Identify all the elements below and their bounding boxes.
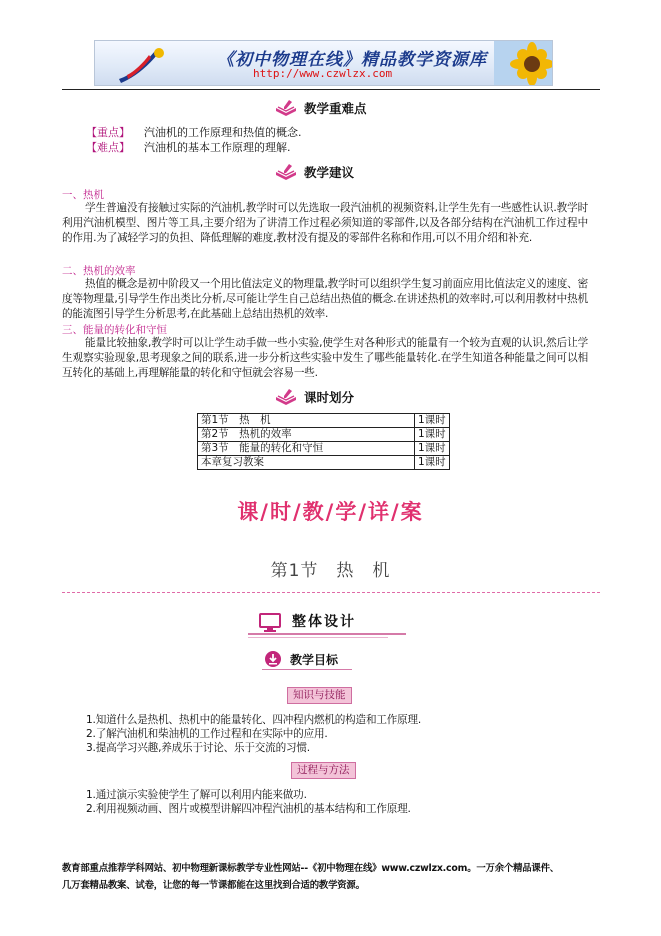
header-divider [62,89,600,90]
difficulty-heading [274,98,367,118]
suggestion-title: 教学建议 [304,165,355,180]
book-pen-icon [274,163,298,181]
dashed-divider [62,592,600,593]
heading-underline [248,637,388,638]
suggestion-heading [274,162,354,182]
suggestion-paragraph: 学生普遍没有接触过实际的汽油机,教学时可以先选取一段汽油机的视频资料,让学生先有一些感性认识.教学时利用汽油机模型、图片等工具,主要介绍为了讲清工作过程必须知道的零部件,以及各部分结构在汽油机工作过程中的作用.为了减轻学习的负担、降低理解的难度,教材没有提及的零部件名称和作用,可以不用介绍和补充. [62,202,588,245]
schedule-heading [274,387,354,407]
hours-cell: 1课时 [415,442,450,456]
lesson-cell: 第1节 热 机 [198,414,415,428]
heading-underline [248,633,406,635]
book-pen-icon [274,99,298,117]
key-point-text: 汽油机的工作原理和热值的概念. [144,126,302,139]
list-item: 3.提高学习兴趣,养成乐于讨论、乐于交流的习惯. [86,742,310,754]
difficult-point-text: 汽油机的基本工作原理的理解. [144,141,291,154]
lesson-cell: 第3节 能量的转化和守恒 [198,442,415,456]
list-item: 2.利用视频动画、图片或模型讲解四冲程汽油机的基本结构和工作原理. [86,803,411,815]
key-point-row [86,124,302,140]
heading-underline [262,669,352,670]
table-row [198,456,450,470]
table-row [198,414,450,428]
list-item: 1.通过演示实验使学生了解可以利用内能来做功. [86,789,307,801]
suggestion-subheading: 一、热机 [62,189,104,201]
suggestion-subheading: 二、热机的效率 [62,265,136,277]
list-item: 1.知道什么是热机、热机中的能量转化、四冲程内燃机的构造和工作原理. [86,714,422,726]
difficulty-title: 教学重难点 [304,101,367,116]
footer-note [62,860,602,894]
teaching-goals-title: 教学目标 [290,653,339,667]
overall-design-heading [248,610,408,636]
download-circle-icon [264,650,282,668]
lesson-title: 第1节 热 机 [270,561,391,581]
list-item: 2.了解汽油机和柴油机的工作过程和在实际中的应用. [86,728,328,740]
schedule-title: 课时划分 [304,390,355,405]
hours-cell: 1课时 [415,414,450,428]
header-banner [94,40,553,86]
table-row [198,428,450,442]
logo-icon [113,45,173,83]
difficult-point-tag: 【难点】 [86,141,130,154]
difficult-point-row [86,139,291,155]
banner-url[interactable]: http://www.czwlzx.com [253,67,393,80]
schedule-table [197,413,450,470]
banner-title: 《初中物理在线》精品教学资源库 [217,50,487,70]
suggestion-paragraph: 热值的概念是初中阶段又一个用比值法定义的物理量,教学时可以组织学生复习前面应用比值法定义的速度、密度等物理量,引导学生作出类比分析,尽可能让学生自己总结出热值的概念.在讲述热机的效率时,可以利用教材中热机的能流图引导学生分析思考,在此基础上总结出热机的效率. [62,278,588,321]
suggestion-paragraph: 能量比较抽象,教学时可以让学生动手做一些小实验,使学生对各种形式的能量有一个较为直观的认识,然后让学生观察实验现象,思考现象之间的联系,进一步分析这些实验中发生了哪些能量转化.在学生知道各种能量之间可以相互转化的基础上,再理解能量的转化和守恒就会容易一些. [62,337,588,380]
footer-line: 教育部重点推荐学科网站、初中物理新课标教学专业性网站--《初中物理在线》www.czwlzx.com。一万余个精品课件、 [62,863,559,874]
key-point-tag: 【重点】 [86,126,130,139]
sunflower-icon [494,41,553,86]
process-methods-badge: 过程与方法 [291,762,356,779]
footer-line: 几万套精品教案、试卷，让您的每一节课都能在这里找到合适的教学资源。 [62,880,365,891]
book-pen-icon [274,388,298,406]
table-row [198,442,450,456]
lesson-cell: 第2节 热机的效率 [198,428,415,442]
suggestion-subheading: 三、能量的转化和守恒 [62,324,167,336]
teaching-goals-heading [262,648,382,670]
knowledge-skills-badge: 知识与技能 [287,687,352,704]
overall-design-title: 整体设计 [292,614,356,630]
lesson-cell: 本章复习教案 [198,456,415,470]
hours-cell: 1课时 [415,456,450,470]
monitor-icon [258,612,282,632]
hours-cell: 1课时 [415,428,450,442]
lesson-plan-title: 课/时/教/学/详/案 [237,500,424,524]
